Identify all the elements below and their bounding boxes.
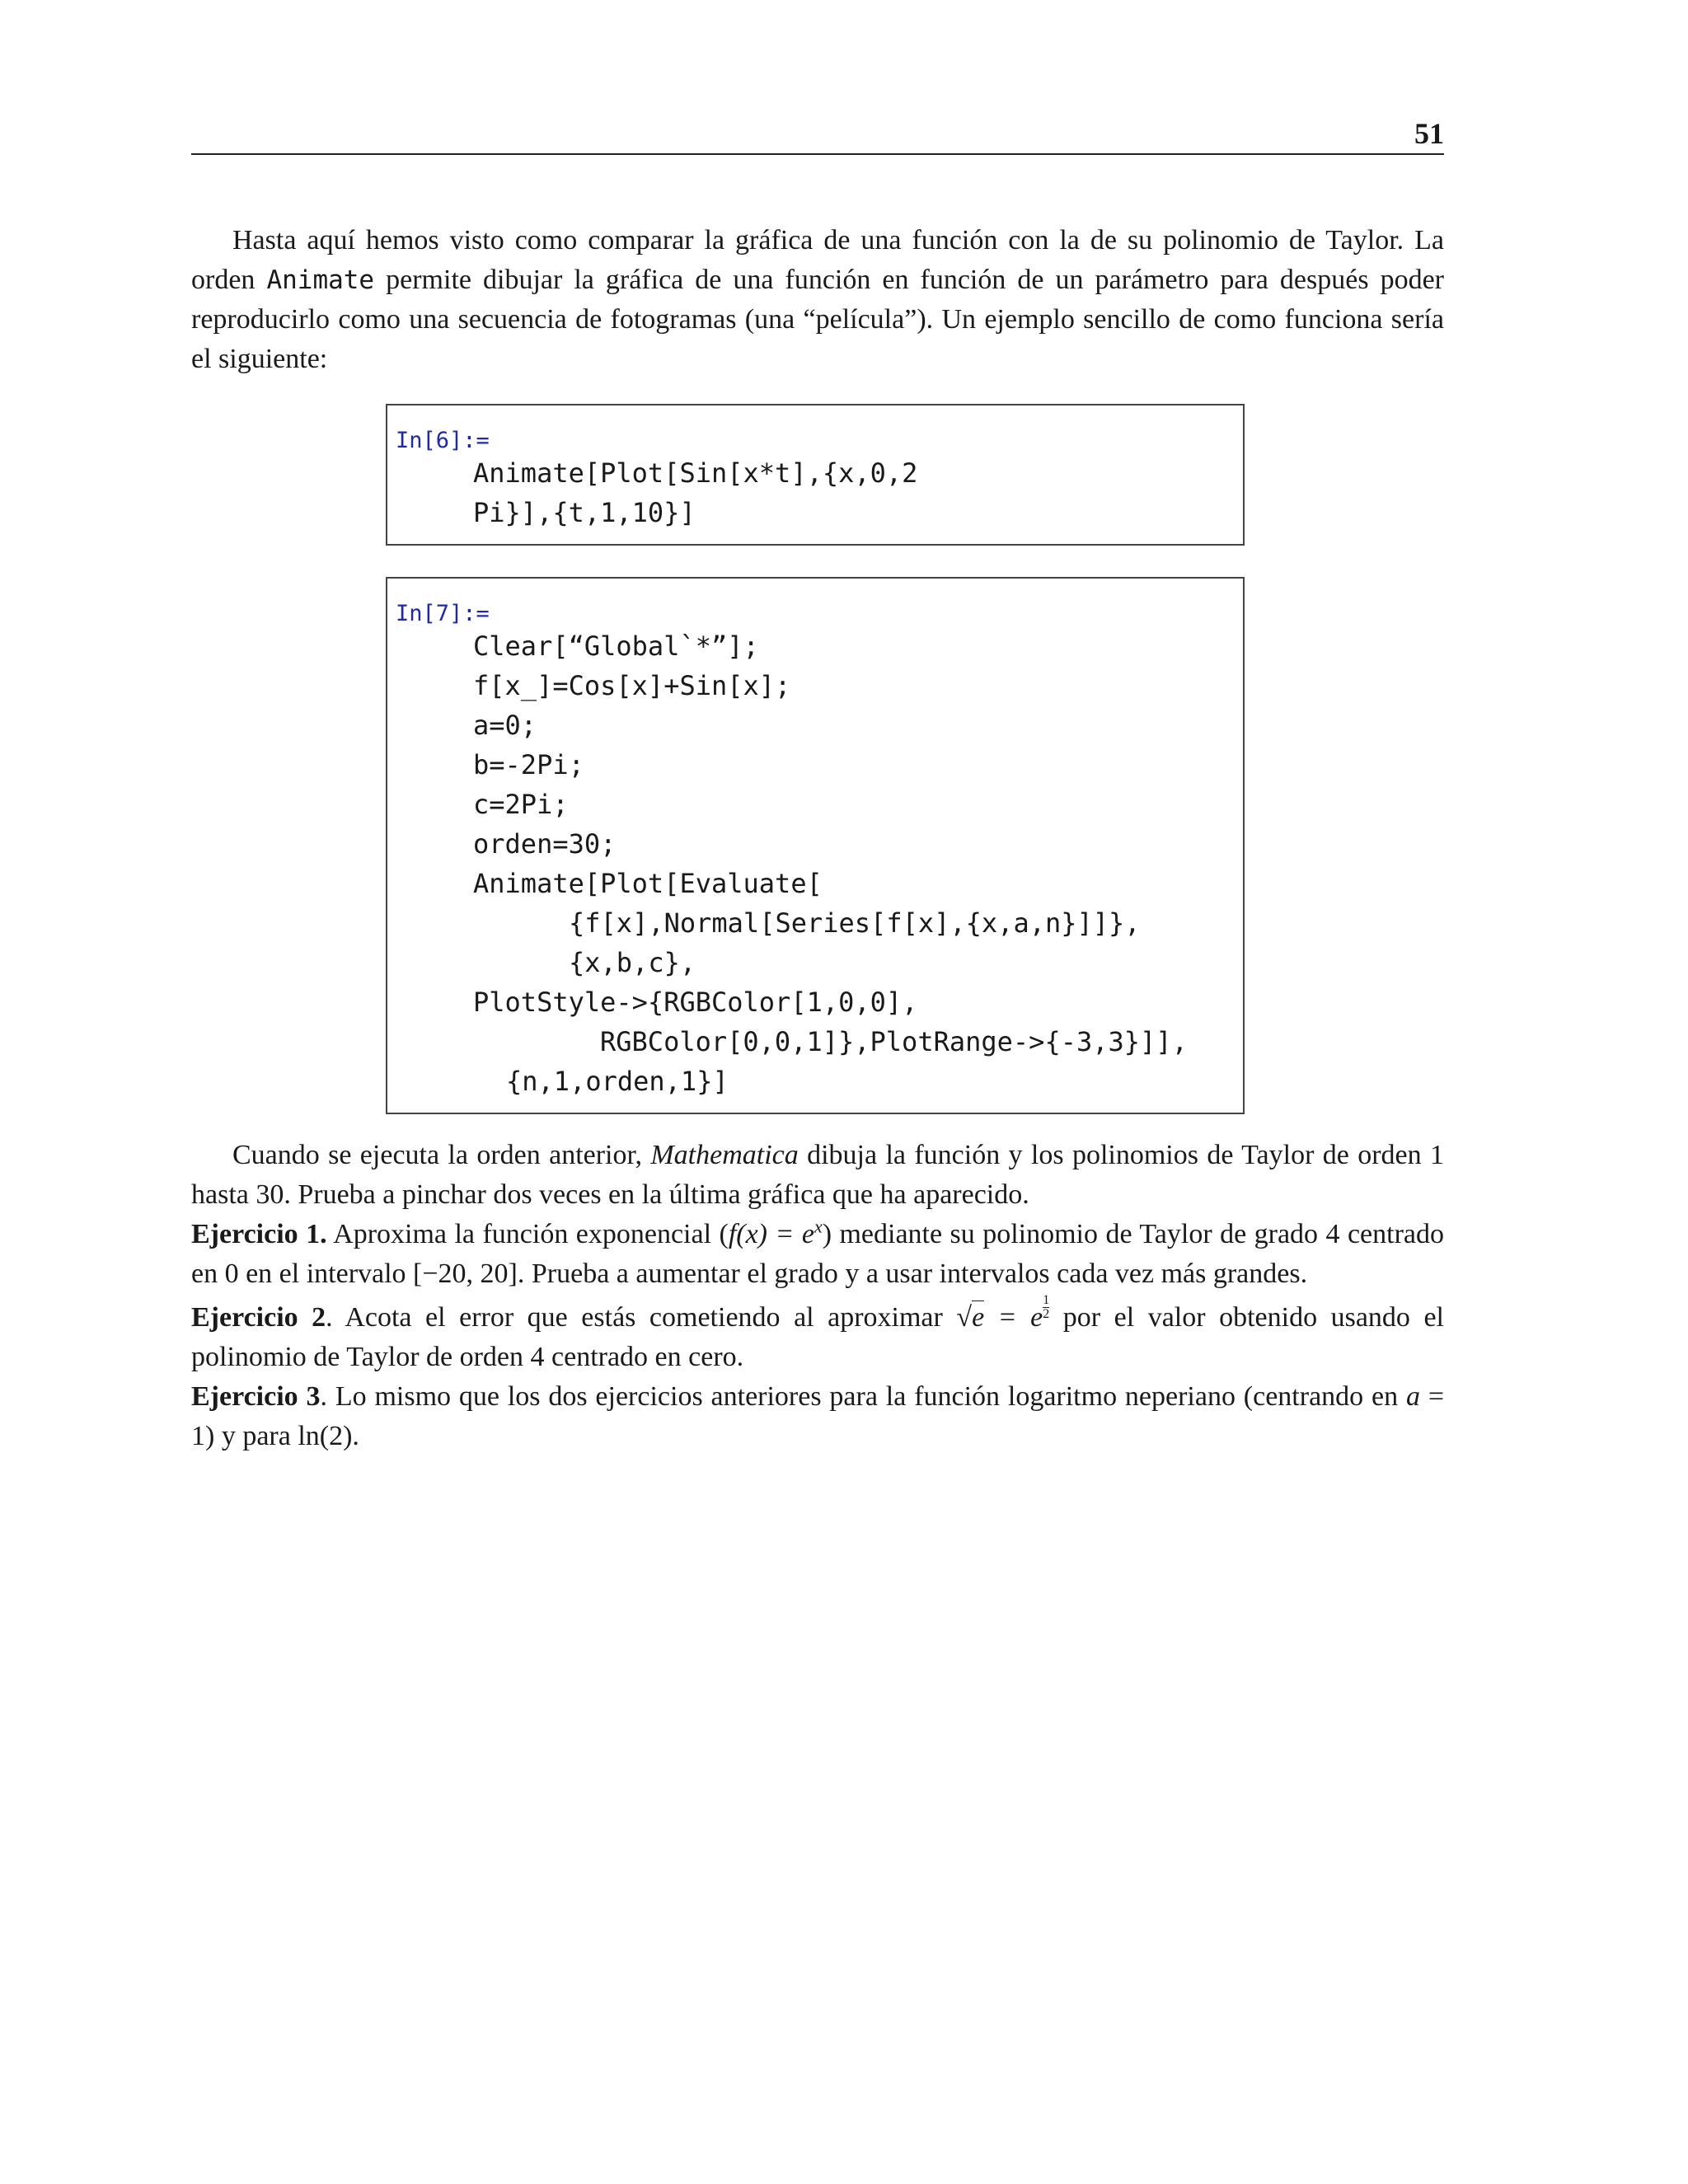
code-cell-7 [386, 577, 1245, 1114]
sqrt-symbol: √ [956, 1302, 973, 1333]
exercises-section [191, 1136, 1444, 1456]
intro-text-1: Hasta aquí hemos visto como comparar la gráfica de una función con la de su polinomio de Taylor. La orden [191, 225, 1444, 295]
one-half-exponent: $\frac{1}{2}$ [1043, 1293, 1050, 1321]
code-line: Animate[Plot[Sin[x*t],{x,0,2 [473, 457, 918, 489]
code-line: b=-2Pi; [473, 749, 584, 780]
code-line: {x,b,c}, [569, 947, 696, 978]
intro-paragraph [191, 221, 1444, 379]
code-line: Clear[“Global`*”]; [473, 630, 759, 662]
after-paragraph: Cuando se ejecuta la orden anterior, Mathematica dibuja la función y los polinomios de Taylor de orden 1 hasta 30. Prueba a pinchar dos veces en la última gráfica que ha aparecido. [191, 1140, 1445, 1210]
cell-7-prompt: In[7]:= [396, 601, 490, 626]
exercise-1-label: Ejercicio 1. [191, 1219, 327, 1249]
code-line: a=0; [473, 710, 537, 741]
code-line: RGBColor[0,0,1]},PlotRange->{-3,3}]], [600, 1026, 1188, 1057]
exercise-2: Ejercicio 2. Acota el error que estás cometiendo al aproximar √e = e $\frac{1}{2}$ por el valor obtenido usando el polinomio de Taylor de orden 4 centrado en cero. [191, 1293, 1444, 1372]
code-line: f[x_]=Cos[x]+Sin[x]; [473, 670, 791, 701]
code-line: orden=30; [473, 828, 617, 860]
intro-text-2: permite dibujar la gráfica de una función en función de un parámetro para después poder reproducirlo como una secuencia de fotogramas (una “película”). Un ejemplo sencillo de como funciona sería el siguiente: [191, 265, 1444, 374]
cell-6-prompt: In[6]:= [396, 428, 490, 453]
exercise-3-label: Ejercicio 3 [191, 1381, 321, 1412]
exercise-1: Ejercicio 1. Aproxima la función exponencial $(f(x) = e^x)$ mediante su polinomio de Taylor de grado 4 centrado en 0 en el intervalo [−20, 20]. Prueba a aumentar el grado y a usar intervalos cada vez más grandes. [191, 1216, 1444, 1289]
exercise-3: Ejercicio 3. Lo mismo que los dos ejercicios anteriores para la función logaritmo neperiano (centrando en a = 1) y para ln(2). [191, 1381, 1444, 1451]
code-cell-6 [386, 404, 1245, 546]
code-line: PlotStyle->{RGBColor[1,0,0], [473, 987, 918, 1018]
page-number: 51 [1414, 117, 1444, 150]
code-line: {f[x],Normal[Series[f[x],{x,a,n}]]}, [569, 907, 1141, 939]
mathematica-emphasis: Mathematica [650, 1140, 799, 1170]
animate-inline-code: Animate [266, 265, 375, 295]
exercise-2-label: Ejercicio 2 [191, 1302, 326, 1333]
code-line: Pi}],{t,1,10}] [473, 497, 696, 528]
code-line: {n,1,orden,1}] [506, 1066, 729, 1097]
code-line: c=2Pi; [473, 789, 569, 820]
page-header [191, 115, 1444, 155]
code-line: Animate[Plot[Evaluate[ [473, 868, 823, 899]
